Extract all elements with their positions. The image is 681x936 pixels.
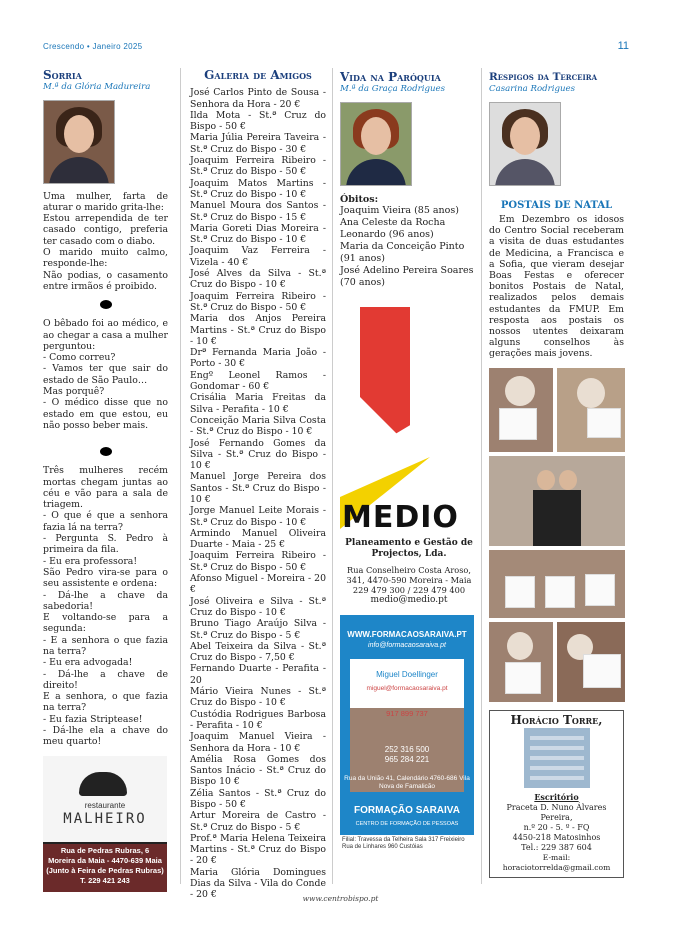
donor-entry: Manuel Moura dos Santos - St.ª Cruz do Bispo - 15 €: [190, 200, 326, 223]
joke-line: - Vamos ter que sair do estado de São Paulo…: [43, 363, 168, 386]
photo-elder-with-card: [557, 368, 625, 452]
donor-entry: Crisália Maria Freitas da Silva - Perafita - 10 €: [190, 392, 326, 415]
donor-entry: José Alves da Silva - St.ª Cruz do Bispo - 10 €: [190, 268, 326, 291]
photo-students: [489, 456, 625, 546]
donor-entry: Bruno Tiago Araújo Silva - St.ª Cruz do Bispo - 5 €: [190, 618, 326, 641]
donor-entry: Zélia Santos - St.ª Cruz do Bispo - 50 €: [190, 787, 326, 810]
donor-entry: José Carlos Pinto de Sousa - Senhora da Hora - 20 €: [190, 87, 326, 110]
galeria-section: [190, 70, 326, 901]
malheiro-ad: [43, 756, 167, 892]
galeria-title: Galeria de Amigos: [204, 68, 312, 82]
donor-entry: Mário Vieira Nunes - St.ª Cruz do Bispo - 10 €: [190, 686, 326, 709]
joke-line: Não podias, o casamento entre irmãos é proibido.: [43, 269, 168, 292]
torre-email: E-mail: horaciotorrelda@gmail.com: [502, 853, 611, 873]
formacao-address: Rua da União 41, Calendário 4760-686 Vila Nova de Famalicão: [344, 774, 470, 790]
donor-entry: Engº Leonel Ramos - Gondomar - 60 €: [190, 369, 326, 393]
medio-web: medio@medio.pt: [370, 594, 448, 605]
joke-line: O bêbado foi ao médico, e ao chegar a casa a mulher perguntou:: [43, 318, 168, 352]
respigos-author: Casarina Rodrigues: [489, 84, 576, 95]
medio-ad: [340, 307, 474, 529]
donor-entry: Ilda Mota - St.ª Cruz do Bispo - 50 €: [190, 109, 326, 133]
donor-entry: Joaquim Ferreira Ribeiro - St.ª Cruz do Bispo - 50 €: [190, 290, 326, 313]
donor-entry: Prof.ª Maria Helena Teixeira Martins - St.ª Cruz do Bispo - 20 €: [190, 832, 326, 867]
joke-line: Três mulheres recém mortas chegam juntas ao céu e vão para a sala de triagem.: [43, 465, 168, 511]
medio-logo-text: MEDIO: [342, 499, 459, 529]
donor-entry: Artur Moreira de Castro - St.ª Cruz do Bispo - 5 €: [190, 810, 326, 833]
joke-line: - Eu era professora!: [43, 555, 138, 567]
formacao-brand-sub: CENTRO DE FORMAÇÃO DE PESSOAS: [355, 820, 459, 827]
formacao-email: info@formacaosaraiva.pt: [368, 641, 446, 649]
donor-entry: Maria Goreti Dias Moreira - St.ª Cruz do Bispo - 10 €: [190, 222, 326, 246]
author-photo: [489, 102, 561, 186]
author-photo: [340, 102, 412, 186]
formacao-url: WWW.FORMACAOSARAIVA.PT: [347, 629, 467, 639]
donor-entry: Custódia Rodrigues Barbosa - Perafita - 10 €: [190, 708, 326, 731]
donor-entry: Conceição Maria Silva Costa - St.ª Cruz do Bispo - 10 €: [190, 414, 326, 438]
donor-entry: Drª Fernanda Maria João - Porto - 30 €: [190, 347, 326, 370]
joke-line: Mas porquê?: [43, 386, 105, 398]
joke-line: - Eu fazia Striptease!: [43, 713, 143, 725]
donor-entry: Fernando Duarte - Perafita - 20: [190, 663, 326, 686]
footer-url: www.centrobispo.pt: [302, 894, 379, 903]
formacao-filial: Filial: Travessa da Telheira Sala 317 Freixieiro Rua de Linhares 960 Custóias: [340, 835, 474, 859]
contact-name: Miguel Doellinger: [376, 669, 438, 679]
joke-line: - Dá-lhe a chave da sabedoria!: [43, 589, 168, 612]
respigos-section: [489, 72, 624, 878]
donor-entry: Manuel Jorge Pereira dos Santos - St.ª Cruz do Bispo - 10 €: [190, 471, 326, 505]
chef-hat-icon: [79, 772, 127, 796]
donor-entry: Joaquim Vaz Ferreira - Vizela - 40 €: [190, 245, 326, 268]
joke-1: [43, 191, 168, 293]
medio-phones: 229 479 300 / 229 479 400: [352, 584, 466, 595]
joke-line: Estou arrependida de ter casado contigo, preferia ter casado com o diabo.: [43, 213, 168, 247]
donor-entry: Joaquim Matos Martins - St.ª Cruz do Bispo - 10 €: [190, 177, 326, 200]
formacao-brand: FORMAÇÃO SARAIVA: [354, 804, 460, 816]
photo-group-cards: [489, 550, 625, 618]
column-divider: [481, 68, 482, 884]
malheiro-address: Rua de Pedras Rubras, 6 Moreira da Maia - 4470-639 Maia (Junto à Feira de Pedras Rubras) T. 229 421 243: [43, 844, 167, 892]
joke-line: - Dá-lhe a chave de direito!: [43, 668, 168, 691]
column-divider: [332, 68, 333, 884]
malheiro-label: restaurante: [84, 800, 126, 810]
joke-line: Uma mulher, farta de aturar o marido grita-lhe:: [43, 190, 168, 213]
torre-name: Horácio Torre,: [510, 712, 603, 727]
sorria-section: [43, 70, 168, 892]
postais-title: POSTAIS DE NATAL: [500, 199, 613, 211]
medio-tagline: Planeamento e Gestão de Projectos, Lda.: [345, 537, 473, 559]
donor-entry: Maria Glória Domingues Dias da Silva - Vila do Conde - 20 €: [190, 866, 326, 901]
joke-line: O marido muito calmo, responde-lhe:: [43, 247, 168, 270]
torre-office-label: Escritório: [534, 791, 579, 802]
postais-photos: [489, 368, 624, 702]
paroquia-title: Vida na Paróquia: [340, 70, 441, 84]
donor-list: [190, 87, 326, 900]
joke-line: - Pergunta S. Pedro à primeira da fila.: [43, 533, 168, 556]
obito-item: Joaquim Vieira (85 anos): [340, 204, 459, 216]
paroquia-section: [340, 72, 478, 859]
author-photo: [43, 100, 115, 184]
donor-entry: Armindo Manuel Oliveira Duarte - Maia - 25 €: [190, 527, 326, 551]
joke-line: - O que é que a senhora fazia lá na terra?: [43, 510, 168, 533]
horacio-torre-ad: [489, 710, 624, 879]
respigos-title: Respigos da Terceira: [489, 71, 597, 83]
torre-address-line: Praceta D. Nuno Álvares Pereira,: [506, 803, 607, 823]
joke-line: E a senhora, o que fazia na terra?: [43, 691, 168, 714]
donor-entry: Maria dos Anjos Pereira Martins - St.ª Cruz do Bispo - 10 €: [190, 313, 326, 347]
page-number: 11: [617, 40, 629, 52]
obito-item: Maria da Conceição Pinto (91 anos): [340, 240, 465, 264]
malheiro-name: MALHEIRO: [63, 810, 147, 827]
medio-logo-shape: [340, 307, 474, 529]
donor-entry: José Fernando Gomes da Silva - St.ª Cruz do Bispo - 10 €: [190, 437, 326, 472]
donor-entry: Afonso Miguel - Moreira - 20 €: [190, 573, 326, 596]
torre-address-line: 4450-218 Matosinhos: [512, 833, 601, 843]
torre-phone: Tel.: 229 387 604: [521, 843, 592, 853]
obito-item: José Adelino Pereira Soares (70 anos): [340, 264, 474, 288]
sorria-title: Sorria: [43, 68, 82, 82]
column-divider: [180, 68, 181, 884]
donor-entry: José Oliveira e Silva - St.ª Cruz do Bispo - 10 €: [190, 595, 326, 618]
building-image: [524, 728, 590, 788]
postais-text: Em Dezembro os idosos do Centro Social receberam a visita de duas estudantes de Medicina, a Francisca e a Sofia, que vieram desejar Boas Festas e oferecer bonitos Postais de Natal, realizados pelos demais estudantes da FMUP. Em resposta aos postais os nossos utentes deixaram alguns conselhos às gerações mais jovens.: [489, 213, 624, 360]
sorria-author: M.ª da Glória Madureira: [43, 82, 151, 93]
donor-entry: Amélia Rosa Gomes dos Santos Inácio - St.ª Cruz do Bispo 10 €: [190, 753, 326, 788]
joke-2: [43, 318, 168, 431]
photo-elder-with-card: [489, 622, 553, 702]
formacao-saraiva-ad: [340, 615, 474, 859]
torre-address-line: n.º 20 - 5. º - FQ: [523, 823, 590, 833]
donor-entry: Joaquim Manuel Vieira - Senhora da Hora - 10 €: [190, 731, 326, 754]
joke-line: - E a senhora o que fazia na terra?: [43, 634, 168, 657]
photo-elder-with-card: [557, 622, 625, 702]
donor-entry: Joaquim Ferreira Ribeiro - St.ª Cruz do Bispo - 50 €: [190, 155, 326, 178]
medio-info: [340, 537, 478, 605]
separator-dot: [100, 447, 112, 456]
donor-entry: Jorge Manuel Leite Morais - St.ª Cruz do Bispo - 10 €: [190, 505, 326, 528]
joke-line: - O médico disse que no estado em que estou, eu não posso beber mais.: [43, 397, 168, 431]
paroquia-author: M.ª da Graça Rodrigues: [340, 84, 446, 95]
formacao-phones: 252 316 500 965 284 221: [384, 744, 430, 764]
medio-address: Rua Conselheiro Costa Aroso, 341, 4470-590 Moreira - Maia: [346, 564, 472, 585]
separator-dot: [100, 300, 112, 309]
formacao-contact-card: [350, 659, 464, 729]
joke-line: E voltando-se para a segunda:: [43, 612, 168, 635]
donor-entry: Joaquim Ferreira Ribeiro - St.ª Cruz do Bispo - 50 €: [190, 550, 326, 573]
joke-line: - Eu era advogada!: [43, 657, 133, 669]
header-issue: Crescendo • Janeiro 2025: [43, 42, 143, 51]
donor-entry: Abel Teixeira da Silva - St.ª Cruz do Bispo - 7,50 €: [190, 640, 326, 664]
contact-email: miguel@formacaosaraiva.pt: [366, 685, 448, 693]
joke-line: São Pedro vira-se para o seu assistente e ordena:: [43, 566, 168, 590]
contact-phone: 917 899 737: [350, 708, 464, 792]
obitos-label: Óbitos:: [340, 193, 379, 205]
joke-line: - Como correu?: [43, 352, 116, 364]
obito-item: Ana Celeste da Rocha Leonardo (96 anos): [340, 216, 446, 240]
joke-line: - Dá-lhe ela a chave do meu quarto!: [43, 725, 168, 748]
photo-elder-with-card: [489, 368, 553, 452]
donor-entry: Maria Júlia Pereira Taveira - St.ª Cruz do Bispo - 30 €: [190, 132, 326, 155]
joke-3: [43, 465, 168, 747]
